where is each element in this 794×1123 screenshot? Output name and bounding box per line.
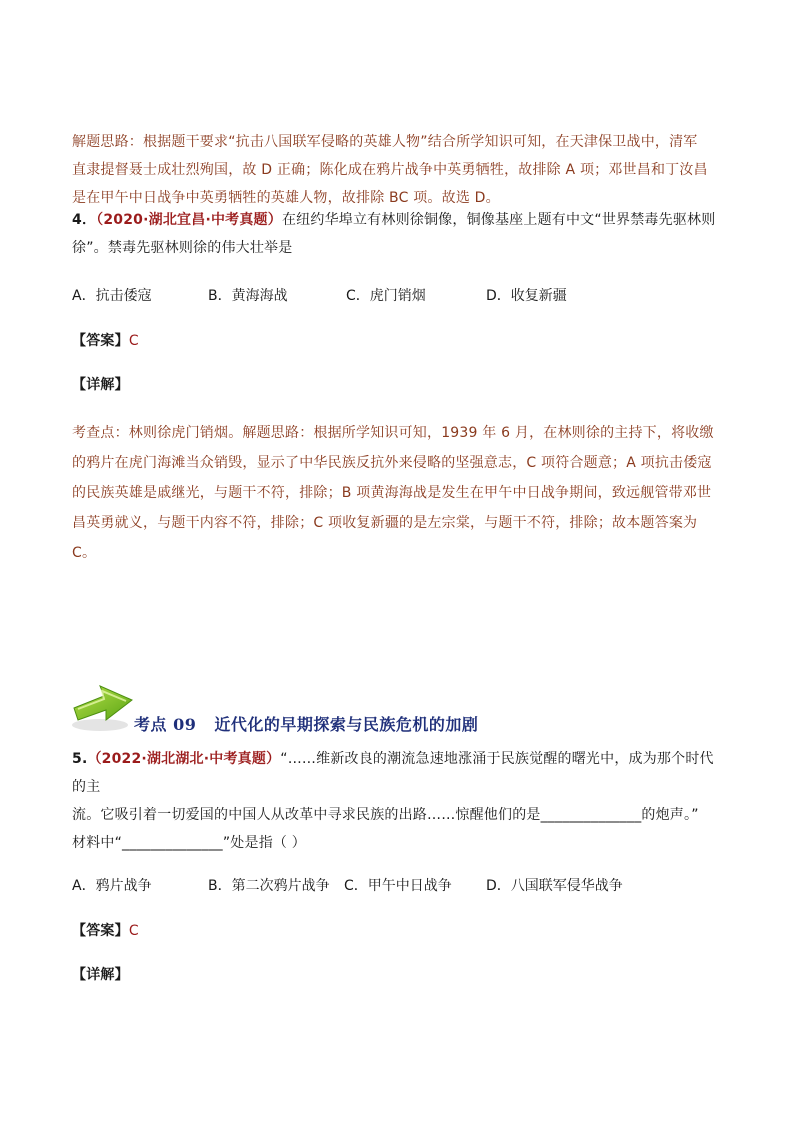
- q4-detail: [72, 418, 724, 568]
- question-5: [72, 745, 724, 857]
- question-4: [72, 206, 724, 262]
- q4-answer-label: 【答案】: [72, 333, 129, 349]
- q3-explanation-line-2: 直隶提督聂士成壮烈殉国，故 D 正确；陈化成在鸦片战争中英勇牺牲，故排除 A 项；邓世昌和丁汝昌: [72, 162, 708, 178]
- section-number: 考点 09: [134, 715, 197, 734]
- q5-source: （2022·湖北湖北·中考真题）: [87, 751, 281, 767]
- q4-stem-line-1: 在纽约华埠立有林则徐铜像，铜像基座上题有中文“世界禁毒先驱林则: [281, 212, 716, 228]
- q5-detail-label: 【详解】: [72, 967, 129, 983]
- q4-answer-value: C: [128, 333, 139, 349]
- q5-answer-value: C: [128, 923, 139, 939]
- q4-option-c: C．虎门销烟: [346, 288, 426, 304]
- q5-stem-line-3: 材料中“______________”处是指（ ）: [72, 835, 306, 851]
- q5-option-b: B．第二次鸦片战争: [208, 878, 330, 894]
- q4-detail-line-1: 考查点：林则徐虎门销烟。解题思路：根据所学知识可知，1939 年 6 月，在林则徐的主持下，将收缴: [72, 425, 714, 441]
- q4-number: 4．: [72, 212, 97, 228]
- q5-answer: [72, 917, 724, 945]
- q4-detail-line-5: C。: [72, 545, 97, 561]
- q4-option-a: A．抗击倭寇: [72, 288, 152, 304]
- q5-number: 5.: [72, 751, 88, 767]
- q3-explanation-line-3: 是在甲午中日战争中英勇牺牲的英雄人物，故排除 BC 项。故选 D。: [72, 190, 500, 206]
- q5-option-d: D．八国联军侵华战争: [486, 878, 623, 894]
- q3-explanation: [72, 128, 724, 212]
- q4-answer: [72, 327, 724, 355]
- q4-stem-line-2: 徐”。禁毒先驱林则徐的伟大壮举是: [72, 240, 293, 256]
- q3-explanation-line-1: 解题思路：根据题干要求“抗击八国联军侵略的英雄人物”结合所学知识可知，在天津保卫战中，清军: [72, 134, 698, 150]
- q4-source: （2020·湖北宜昌·中考真题）: [96, 212, 282, 228]
- q5-option-c: C．甲午中日战争: [344, 878, 452, 894]
- q5-answer-label: 【答案】: [72, 923, 129, 939]
- q4-detail-label: 【详解】: [72, 377, 129, 393]
- q4-option-b: B．黄海海战: [208, 288, 288, 304]
- section-heading: [134, 712, 478, 735]
- q4-option-d: D．收复新疆: [486, 288, 567, 304]
- q4-detail-line-3: 的民族英雄是戚继光，与题干不符，排除；B 项黄海海战是发生在甲午中日战争期间，致远舰管带邓世: [72, 485, 712, 501]
- q4-detail-line-2: 的鸦片在虎门海滩当众销毁，显示了中华民族反抗外来侵略的坚强意志，C 项符合题意；A 项抗击倭寇: [72, 455, 712, 471]
- q5-stem-line-1: “……维新改良的潮流急速地涨涌于民族觉醒的曙光中，成为那个时代的主: [72, 751, 714, 795]
- green-arrow-icon: [70, 678, 142, 734]
- q5-stem-line-2: 流。它吸引着一切爱国的中国人从改革中寻求民族的出路……惊醒他们的是______________的炮声。”: [72, 807, 699, 823]
- section-title: 近代化的早期探索与民族危机的加剧: [214, 715, 479, 734]
- q5-option-a: A．鸦片战争: [72, 878, 152, 894]
- q4-detail-line-4: 昌英勇就义，与题干内容不符，排除；C 项收复新疆的是左宗棠，与题干不符，排除；故本题答案为: [72, 515, 698, 531]
